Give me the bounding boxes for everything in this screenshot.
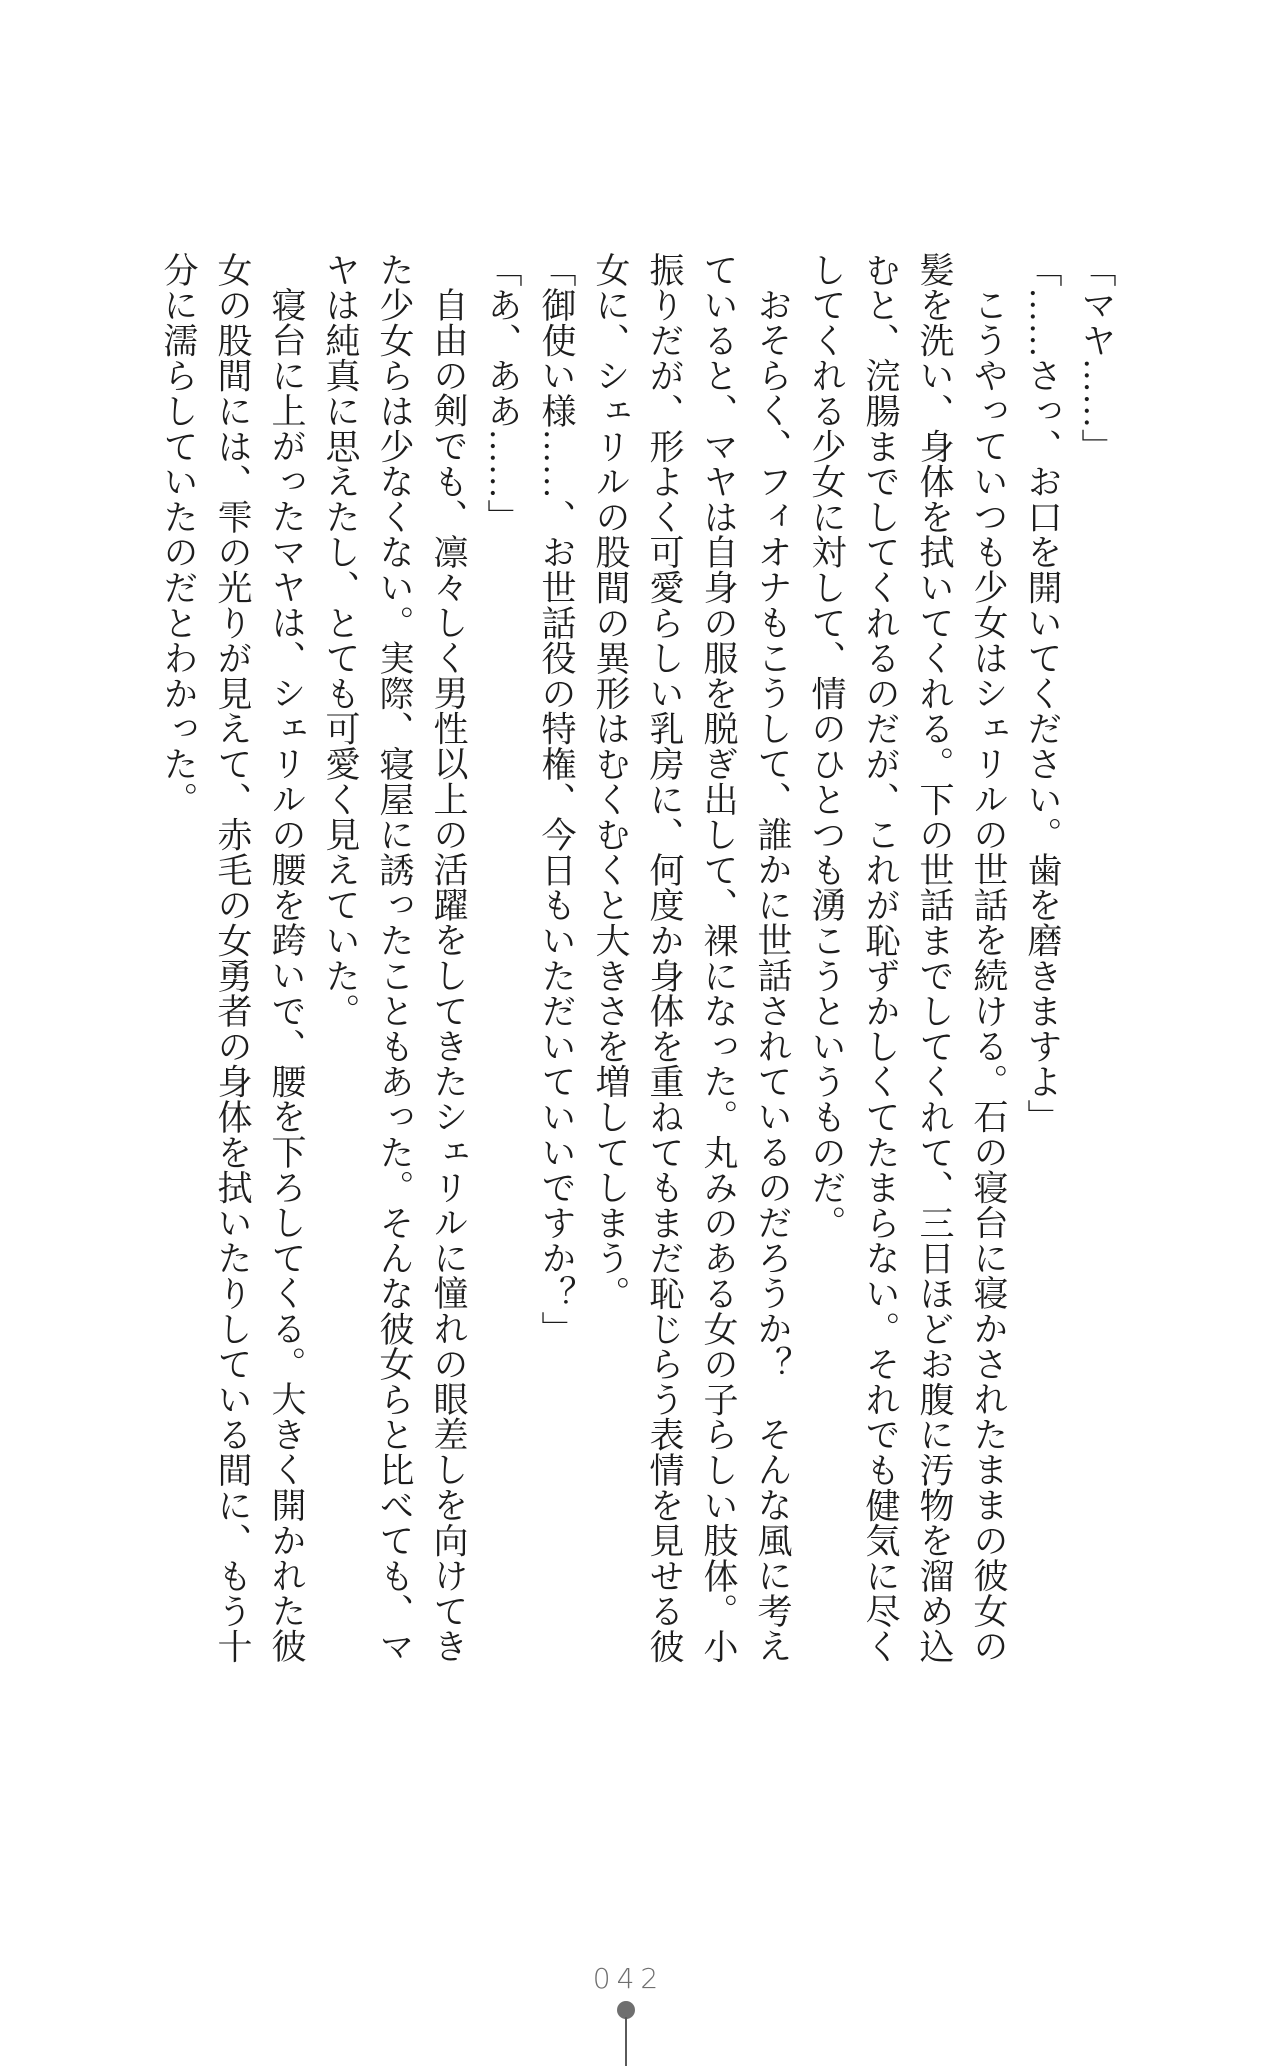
text-line: 分に濡らしていたのだとわかった。 — [159, 252, 198, 817]
text-line: ヤは純真に思えたし、とても可愛く見えていた。 — [321, 252, 360, 1029]
text-block — [151, 252, 1123, 1664]
text-line: おそらく、フィオナもこうして、誰かに世話されているのだろうか？ そんな風に考え — [753, 287, 792, 1664]
text-line: むと、浣腸までしてくれるのだが、これが恥ずかしくてたまらない。それでも健気に尽く — [861, 252, 900, 1664]
text-line: ていると、マヤは自身の服を脱ぎ出して、裸になった。丸みのある女の子らしい肢体。小 — [699, 252, 738, 1664]
text-line: 振りだが、形よく可愛らしい乳房に、何度か身体を重ねてもまだ恥じらう表情を見せる彼 — [645, 252, 684, 1664]
text-line: こうやっていつも少女はシェリルの世話を続ける。石の寝台に寝かされたままの彼女の — [969, 287, 1008, 1664]
text-line: 髪を洗い、身体を拭いてくれる。下の世話までしてくれて、三日ほどお腹に汚物を溜め込 — [915, 252, 954, 1664]
text-line: 女の股間には、雫の光りが見えて、赤毛の女勇者の身体を拭いたりしている間に、もう十 — [213, 252, 252, 1664]
text-line: 「あ、ああ……」 — [483, 252, 522, 535]
text-line: してくれる少女に対して、情のひとつも湧こうというものだ。 — [807, 252, 846, 1241]
text-line: た少女らは少なくない。実際、寝屋に誘ったこともあった。そんな彼女らと比べても、マ — [375, 252, 414, 1664]
text-line: 「……さっ、お口を開いてください。歯を磨きますよ」 — [1023, 252, 1062, 1135]
text-line: 寝台に上がったマヤは、シェリルの腰を跨いで、腰を下ろしてくる。大きく開かれた彼 — [267, 287, 306, 1664]
page-number: 042 — [592, 1962, 665, 1995]
text-line: 「御使い様……、お世話役の特権、今日もいただいていいですか？」 — [537, 252, 576, 1347]
text-line: 女に、シェリルの股間の異形はむくむくと大きさを増してしまう。 — [591, 252, 630, 1311]
text-line: 「マヤ……」 — [1077, 252, 1116, 464]
page-ornament-rule — [625, 2017, 627, 2066]
text-line: 自由の剣でも、凛々しく男性以上の活躍をしてきたシェリルに憧れの眼差しを向けてき — [429, 287, 468, 1664]
